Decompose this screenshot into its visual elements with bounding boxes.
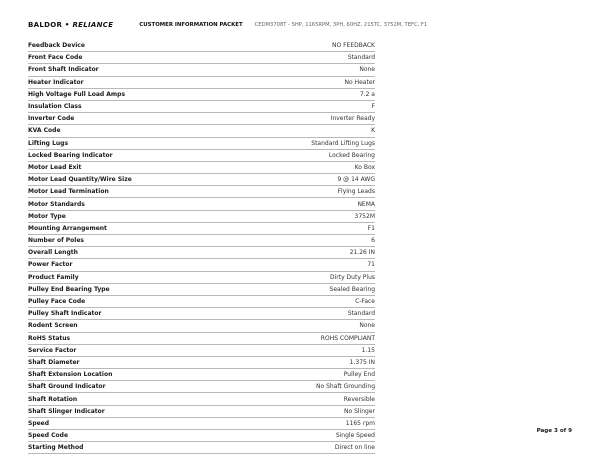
specifications-table xyxy=(28,40,375,454)
spec-label: Inverter Code xyxy=(28,113,229,125)
spec-value: None xyxy=(229,64,375,76)
spec-value: ROHS COMPLIANT xyxy=(229,332,375,344)
spec-value: Reversible xyxy=(229,393,375,405)
spec-row xyxy=(28,283,375,295)
spec-label: Pulley End Bearing Type xyxy=(28,283,229,295)
spec-label: Shaft Ground Indicator xyxy=(28,381,229,393)
spec-row xyxy=(28,442,375,454)
spec-row xyxy=(28,52,375,64)
brand-separator: • xyxy=(64,21,70,29)
spec-row xyxy=(28,417,375,429)
spec-row xyxy=(28,332,375,344)
spec-label: Motor Lead Exit xyxy=(28,161,229,173)
spec-label: Shaft Slinger Indicator xyxy=(28,405,229,417)
spec-row xyxy=(28,125,375,137)
spec-value: No Heater xyxy=(229,76,375,88)
spec-value: None xyxy=(229,320,375,332)
spec-value: Inverter Ready xyxy=(229,113,375,125)
spec-row xyxy=(28,320,375,332)
spec-row xyxy=(28,149,375,161)
specifications-body xyxy=(28,40,375,454)
spec-row xyxy=(28,308,375,320)
spec-row xyxy=(28,405,375,417)
spec-row xyxy=(28,161,375,173)
spec-label: Motor Type xyxy=(28,210,229,222)
spec-label: Heater Indicator xyxy=(28,76,229,88)
spec-value: 1.375 IN xyxy=(229,356,375,368)
spec-row xyxy=(28,344,375,356)
spec-label: Starting Method xyxy=(28,442,229,454)
spec-value: Direct on line xyxy=(229,442,375,454)
spec-label: RoHS Status xyxy=(28,332,229,344)
spec-row xyxy=(28,430,375,442)
spec-value: C-Face xyxy=(229,295,375,307)
spec-label: Shaft Rotation xyxy=(28,393,229,405)
spec-row xyxy=(28,198,375,210)
spec-row xyxy=(28,40,375,52)
spec-label: Rodent Screen xyxy=(28,320,229,332)
spec-label: Shaft Diameter xyxy=(28,356,229,368)
spec-row xyxy=(28,222,375,234)
spec-row xyxy=(28,356,375,368)
spec-value: Standard xyxy=(229,52,375,64)
spec-label: Product Family xyxy=(28,271,229,283)
spec-row xyxy=(28,235,375,247)
spec-value: NEMA xyxy=(229,198,375,210)
spec-label: Motor Lead Termination xyxy=(28,186,229,198)
spec-value: No Slinger xyxy=(229,405,375,417)
spec-value: Single Speed xyxy=(229,430,375,442)
spec-label: High Voltage Full Load Amps xyxy=(28,88,229,100)
spec-label: Insulation Class xyxy=(28,100,229,112)
spec-label: Lifting Lugs xyxy=(28,137,229,149)
spec-label: Locked Bearing Indicator xyxy=(28,149,229,161)
spec-row xyxy=(28,64,375,76)
spec-value: 1.15 xyxy=(229,344,375,356)
spec-value: K xyxy=(229,125,375,137)
spec-row xyxy=(28,393,375,405)
spec-row xyxy=(28,113,375,125)
spec-value: Standard Lifting Lugs xyxy=(229,137,375,149)
spec-value: F1 xyxy=(229,222,375,234)
brand-left: BALDOR xyxy=(28,21,63,29)
spec-value: 9 @ 14 AWG xyxy=(229,174,375,186)
page-header xyxy=(28,18,588,32)
spec-row xyxy=(28,369,375,381)
spec-row xyxy=(28,381,375,393)
spec-row xyxy=(28,100,375,112)
spec-label: Overall Length xyxy=(28,247,229,259)
spec-label: Power Factor xyxy=(28,259,229,271)
product-description: CEDM3708T - 5HP, 1165RPM, 3PH, 60HZ, 215TC, 3752M, TEFC, F1 xyxy=(254,22,428,28)
spec-label: Pulley Shaft Indicator xyxy=(28,308,229,320)
spec-row xyxy=(28,210,375,222)
spec-label: Motor Lead Quantity/Wire Size xyxy=(28,174,229,186)
spec-row xyxy=(28,186,375,198)
brand-logo xyxy=(28,21,113,29)
spec-value: 3752M xyxy=(229,210,375,222)
spec-row xyxy=(28,259,375,271)
spec-label: Mounting Arrangement xyxy=(28,222,229,234)
spec-value: No Shaft Grounding xyxy=(229,381,375,393)
spec-value: Ko Box xyxy=(229,161,375,173)
spec-value: 71 xyxy=(229,259,375,271)
spec-row xyxy=(28,295,375,307)
page-number: Page 3 of 9 xyxy=(536,428,572,434)
spec-value: F xyxy=(229,100,375,112)
spec-label: Feedback Device xyxy=(28,40,229,52)
spec-value: 21.26 IN xyxy=(229,247,375,259)
spec-label: Motor Standards xyxy=(28,198,229,210)
spec-row xyxy=(28,271,375,283)
spec-value: Pulley End xyxy=(229,369,375,381)
spec-label: KVA Code xyxy=(28,125,229,137)
spec-value: 1165 rpm xyxy=(229,417,375,429)
spec-value: 7.2 a xyxy=(229,88,375,100)
spec-value: 6 xyxy=(229,235,375,247)
spec-value: Standard xyxy=(229,308,375,320)
spec-row xyxy=(28,247,375,259)
spec-row xyxy=(28,174,375,186)
spec-label: Shaft Extension Location xyxy=(28,369,229,381)
spec-value: Locked Bearing xyxy=(229,149,375,161)
spec-label: Front Face Code xyxy=(28,52,229,64)
spec-value: Dirty Duty Plus xyxy=(229,271,375,283)
spec-label: Pulley Face Code xyxy=(28,295,229,307)
spec-row xyxy=(28,88,375,100)
spec-label: Front Shaft Indicator xyxy=(28,64,229,76)
spec-label: Service Factor xyxy=(28,344,229,356)
packet-title: CUSTOMER INFORMATION PACKET xyxy=(139,22,243,28)
spec-row xyxy=(28,76,375,88)
spec-value: NO FEEDBACK xyxy=(229,40,375,52)
spec-label: Number of Poles xyxy=(28,235,229,247)
spec-value: Sealed Bearing xyxy=(229,283,375,295)
spec-value: Flying Leads xyxy=(229,186,375,198)
brand-right: RELIANCE xyxy=(72,21,114,29)
spec-row xyxy=(28,137,375,149)
spec-label: Speed Code xyxy=(28,430,229,442)
spec-label: Speed xyxy=(28,417,229,429)
